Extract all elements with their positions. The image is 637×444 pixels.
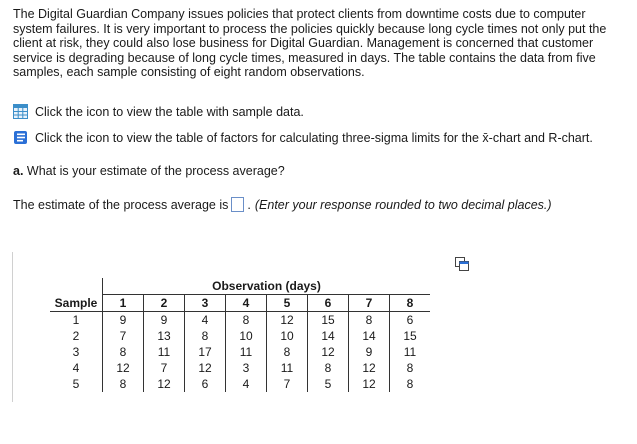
observation-cell: 10: [267, 328, 308, 344]
observation-cell: 9: [103, 312, 144, 329]
observation-cell: 12: [185, 360, 226, 376]
question-label: a.: [13, 164, 24, 178]
observation-cell: 6: [185, 376, 226, 392]
observation-cell: 14: [308, 328, 349, 344]
observation-cell: 13: [144, 328, 185, 344]
observation-cell: 9: [144, 312, 185, 329]
grid-table-icon[interactable]: [13, 104, 28, 119]
observation-cell: 15: [308, 312, 349, 329]
estimate-prefix: The estimate of the process average is: [13, 197, 229, 212]
observation-cell: 3: [226, 360, 267, 376]
observation-column-header: 6: [308, 295, 349, 312]
observation-cell: 8: [349, 312, 390, 329]
observation-cell: 7: [103, 328, 144, 344]
sample-number-cell: 3: [50, 344, 103, 360]
estimate-suffix: .: [247, 197, 251, 212]
observation-cell: 7: [267, 376, 308, 392]
observation-column-header: 5: [267, 295, 308, 312]
intro-line: system failures. It is very important to process the policies quickly because long cycle times not only put the: [13, 21, 607, 36]
observation-cell: 8: [226, 312, 267, 329]
observation-group-header: Observation (days): [103, 278, 431, 295]
observation-cell: 10: [226, 328, 267, 344]
sample-number-cell: 4: [50, 360, 103, 376]
observation-cell: 12: [349, 360, 390, 376]
process-average-input[interactable]: [231, 197, 244, 212]
table-row: [50, 344, 430, 360]
observation-cell: 17: [185, 344, 226, 360]
problem-statement: [13, 7, 633, 80]
observation-column-header: 3: [185, 295, 226, 312]
observation-cell: 11: [144, 344, 185, 360]
question: [13, 164, 285, 178]
observation-column-header: 2: [144, 295, 185, 312]
sample-data-link[interactable]: [13, 104, 304, 119]
sample-number-cell: 5: [50, 376, 103, 392]
observation-cell: 8: [308, 360, 349, 376]
estimate-hint: (Enter your response rounded to two decimal places.): [254, 197, 552, 212]
observation-column-header: 8: [390, 295, 431, 312]
observation-cell: 12: [308, 344, 349, 360]
observation-cell: 11: [403, 345, 417, 359]
intro-line: The Digital Guardian Company issues policies that protect clients from downtime costs due to computer: [13, 7, 586, 21]
observation-column-header: 1: [103, 295, 144, 312]
question-text: What is your estimate of the process average?: [26, 164, 285, 178]
observation-cell: 6: [406, 313, 414, 327]
observation-cell: 15: [403, 329, 417, 343]
observation-cell: 12: [103, 360, 144, 376]
table-row: [50, 360, 430, 376]
table-row: [50, 328, 430, 344]
observation-cell: 8: [406, 361, 414, 375]
factors-link-text[interactable]: Click the icon to view the table of factors for calculating three-sigma limits for the x̄-chart and R-chart.: [35, 130, 593, 145]
observation-cell: 8: [185, 328, 226, 344]
sample-number-cell: 2: [50, 328, 103, 344]
factors-link[interactable]: [13, 130, 593, 145]
observation-cell: 14: [349, 328, 390, 344]
estimate-row: [13, 197, 552, 212]
table-row: [50, 376, 430, 392]
sample-number-cell: 1: [50, 312, 103, 329]
observation-cell: 7: [144, 360, 185, 376]
intro-line: client at risk, they could also lose business for Digital Guardian. Management is concerned that customer: [13, 36, 594, 51]
observation-cell: 5: [308, 376, 349, 392]
observation-cell: 12: [267, 312, 308, 329]
observation-cell: 8: [103, 376, 144, 392]
sample-column-header: Sample: [50, 295, 103, 312]
observation-cell: 9: [349, 344, 390, 360]
sample-data-table: [50, 278, 430, 392]
observation-cell: 8: [406, 377, 414, 391]
observation-cell: 4: [226, 376, 267, 392]
observation-cell: 8: [103, 344, 144, 360]
observation-cell: 11: [267, 360, 308, 376]
observation-cell: 8: [267, 344, 308, 360]
table-row: [50, 312, 430, 329]
observation-cell: 11: [226, 344, 267, 360]
observation-cell: 12: [349, 376, 390, 392]
observation-column-header: 7: [349, 295, 390, 312]
observation-column-header: 4: [226, 295, 267, 312]
observation-cell: 4: [185, 312, 226, 329]
intro-line: service is degrading because of long cycle times, measured in days. The table contains the data from five: [13, 50, 596, 65]
sample-data-link-text[interactable]: Click the icon to view the table with sample data.: [35, 104, 304, 119]
observation-cell: 12: [144, 376, 185, 392]
intro-line: samples, each sample consisting of eight random observations.: [13, 65, 365, 80]
book-icon[interactable]: [13, 130, 28, 145]
copy-icon[interactable]: [455, 257, 469, 271]
